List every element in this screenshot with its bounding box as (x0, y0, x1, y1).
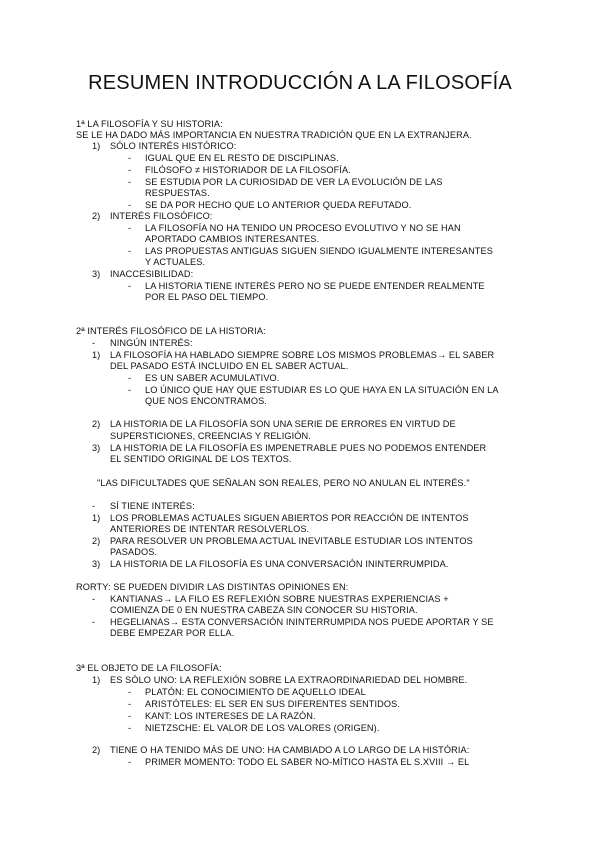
bullet-dash: - (128, 177, 132, 187)
list-item-text: EL SENTIDO ORIGINAL DE LOS TEXTOS. (110, 454, 292, 464)
bullet-text: SE ESTUDIA POR LA CURIOSIDAD DE VER LA EVOLUCIÓN DE LAS (145, 177, 443, 187)
bullet-dash: - (128, 711, 132, 721)
bullet-text: APORTADO CAMBIOS INTERESANTES. (145, 234, 320, 244)
list-item-text: LA FILOSOFÍA HA HABLADO SIEMPRE SOBRE LOS MISMOS PROBLEMAS→ EL SABER (110, 350, 495, 360)
list-item-text: COMIENZA DE 0 EN NUESTRA CABEZA SIN CONOCER SU HISTORIA. (110, 605, 418, 615)
bullet-text: ARISTÓTELES: EL SER EN SUS DIFERENTES SENTIDOS. (145, 699, 401, 709)
list-item-heading: NINGÚN INTERÉS: (110, 338, 193, 348)
bullet-dash: - (128, 373, 132, 383)
bullet-dash: - (128, 165, 132, 175)
bullet-text: LAS PROPUESTAS ANTIGUAS SIGUEN SIENDO IGUALMENTE INTERESANTES (145, 246, 493, 256)
bullet-text: NIETZSCHE: EL VALOR DE LOS VALORES (ORIGEN). (145, 723, 380, 733)
list-number: 2) (92, 536, 101, 546)
bullet-dash: - (128, 687, 132, 697)
bullet-text: ES UN SABER ACUMULATIVO. (145, 373, 280, 383)
bullet-text: LO ÚNICO QUE HAY QUE ESTUDIAR ES LO QUE HAYA EN LA SITUACIÓN EN LA (145, 385, 499, 395)
list-item-text: HEGELIANAS→ ESTA CONVERSACIÓN ININTERRUMPIDA NOS PUEDE APORTAR Y SE (110, 617, 494, 627)
list-item-text: LOS PROBLEMAS ACTUALES SIGUEN ABIERTOS POR REACCIÓN DE INTENTOS (110, 513, 469, 523)
list-number: 1) (92, 513, 101, 523)
bullet-dash: - (128, 153, 132, 163)
bullet-text: PRIMER MOMENTO: TODO EL SABER NO-MÍTICO HASTA EL S.XVIII → EL (145, 757, 470, 767)
list-item-text: LA HISTORIA DE LA FILOSOFÍA ES UNA CONVERSACIÓN ININTERRUMPIDA. (110, 559, 449, 569)
list-item-text: DEBE EMPEZAR POR ELLA. (110, 628, 235, 638)
list-number: 2) (92, 211, 101, 221)
list-item-text: LA HISTORIA DE LA FILOSOFÍA SON UNA SERIE DE ERRORES EN VIRTUD DE (110, 419, 456, 429)
bullet-text: LA HISTORIA TIENE INTERÉS PERO NO SE PUEDE ENTENDER REALMENTE (145, 281, 485, 291)
list-item-text: LA HISTORIA DE LA FILOSOFÍA ES IMPENETRABLE PUES NO PODEMOS ENTENDER (110, 443, 487, 453)
rorty-line: RORTY: SE PUEDEN DIVIDIR LAS DISTINTAS OPINIONES EN: (76, 582, 349, 592)
bullet-text: QUE NOS ENCONTRAMOS. (145, 396, 267, 406)
document-title: RESUMEN INTRODUCCIÓN A LA FILOSOFÍA (88, 72, 512, 94)
list-number: 1) (92, 675, 101, 685)
list-number: 1) (92, 350, 101, 360)
section-3-heading: 3ª EL OBJETO DE LA FILOSOFÍA: (76, 663, 222, 673)
bullet-dash: - (128, 385, 132, 395)
list-item-heading: INACCESIBILIDAD: (110, 269, 194, 279)
bullet-dash: - (128, 723, 132, 733)
list-item-text: SUPERSTICIONES, CREENCIAS Y RELIGIÓN. (110, 431, 311, 441)
list-number: 3) (92, 269, 101, 279)
bullet-dash: - (128, 200, 132, 210)
list-item-heading: INTERÉS FILOSÓFICO: (110, 211, 213, 221)
list-number: 3) (92, 443, 101, 453)
bullet-dash: - (92, 617, 96, 627)
bullet-text: LA FILOSOFÍA NO HA TENIDO UN PROCESO EVOLUTIVO Y NO SE HAN (145, 223, 461, 233)
bullet-text: POR EL PASO DEL TIEMPO. (145, 292, 269, 302)
list-item-heading: SÍ TIENE INTERÉS: (110, 501, 195, 511)
list-item-heading: SÓLO INTERÉS HISTÓRICO: (110, 141, 237, 151)
bullet-dash: - (92, 501, 96, 511)
bullet-dash: - (128, 699, 132, 709)
list-item-text: ANTERIORES DE INTENTAR RESOLVERLOS. (110, 524, 310, 534)
section-2-heading: 2ª INTERÉS FILOSÓFICO DE LA HISTORIA: (76, 326, 266, 336)
list-number: 3) (92, 559, 101, 569)
bullet-text: KANT: LOS INTERESES DE LA RAZÓN. (145, 711, 316, 721)
list-number: 1) (92, 141, 101, 151)
bullet-text: FILÓSOFO ≠ HISTORIADOR DE LA FILOSOFÍA. (145, 165, 351, 175)
list-item-text: DEL PASADO ESTÁ INCLUIDO EN EL SABER ACTUAL. (110, 361, 349, 371)
list-item-text: PASADOS. (110, 547, 158, 557)
list-item-text: TIENE O HA TENIDO MÁS DE UNO: HA CAMBIADO A LO LARGO DE LA HISTÓRIA: (110, 745, 470, 755)
quote-text: "LAS DIFICULTADES QUE SEÑALAN SON REALES, PERO NO ANULAN EL INTERÉS." (97, 478, 470, 488)
list-number: 2) (92, 419, 101, 429)
list-item-text: PARA RESOLVER UN PROBLEMA ACTUAL INEVITABLE ESTUDIAR LOS INTENTOS (110, 536, 473, 546)
bullet-dash: - (128, 223, 132, 233)
bullet-text: RESPUESTAS. (145, 188, 210, 198)
bullet-dash: - (128, 246, 132, 256)
bullet-dash: - (92, 338, 96, 348)
bullet-dash: - (128, 757, 132, 767)
section-1-heading: 1ª LA FILOSOFÍA Y SU HISTORIA: (76, 119, 223, 129)
bullet-text: PLATÓN: EL CONOCIMIENTO DE AQUELLO IDEAL (145, 687, 366, 697)
bullet-dash: - (128, 281, 132, 291)
list-number: 2) (92, 745, 101, 755)
list-item-text: ES SÓLO UNO: LA REFLEXIÓN SOBRE LA EXTRAORDINARIEDAD DEL HOMBRE. (110, 675, 468, 685)
bullet-text: Y ACTUALES. (145, 257, 206, 267)
bullet-dash: - (92, 594, 96, 604)
list-item-text: KANTIANAS→ LA FILO ES REFLEXIÓN SOBRE NUESTRAS EXPERIENCIAS + (110, 594, 449, 604)
bullet-text: IGUAL QUE EN EL RESTO DE DISCIPLINAS. (145, 153, 339, 163)
bullet-text: SE DA POR HECHO QUE LO ANTERIOR QUEDA REFUTADO. (145, 200, 412, 210)
section-1-intro: SE LE HA DADO MÁS IMPORTANCIA EN NUESTRA TRADICIÓN QUE EN LA EXTRANJERA. (76, 130, 472, 140)
